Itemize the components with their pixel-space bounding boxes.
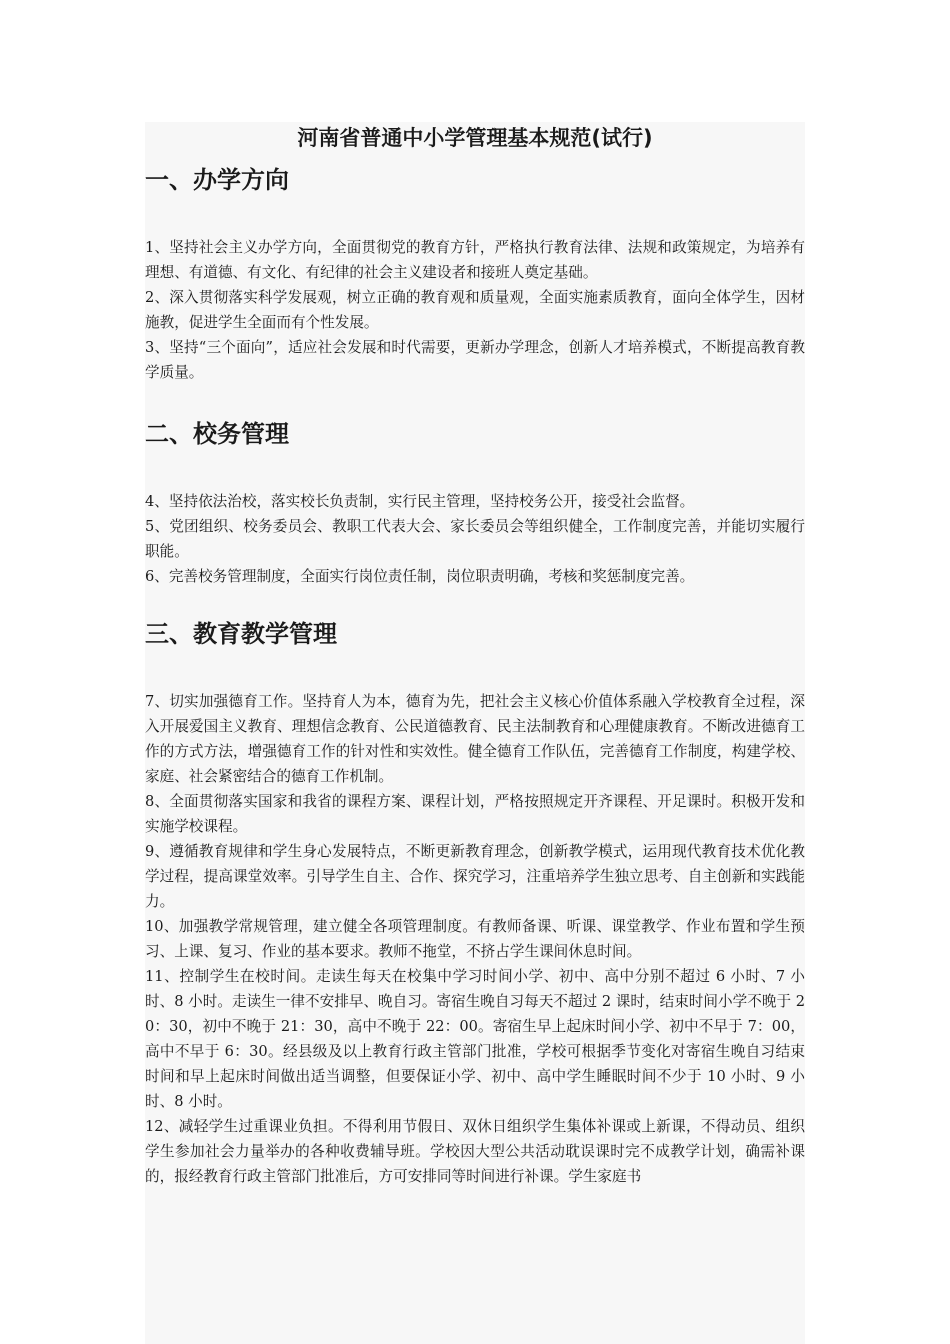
paragraph-8: 8、全面贯彻落实国家和我省的课程方案、课程计划，严格按照规定开齐课程、开足课时。积极开发和实施学校课程。 [145, 793, 805, 835]
paragraph-11: 11、控制学生在校时间。走读生每天在校集中学习时间小学、初中、高中分别不超过 6 小时、7 小时、8 小时。走读生一律不安排早、晚自习。寄宿生晚自习每天不超过 2 课时，结束时间小学不晚于 20：30，初中不晚于 21：30，高中不晚于 22：00。寄宿生早上起床时间小学、初中不早于 7：00，高中不早于 6：30。经县级及以上教育行政主管部门批准，学校可根据季节变化对寄宿生晚自习结束时间和早上起床时间做出适当调整，但要保证小学、初中、高中学生睡眠时间不少于 10 小时、9 小时、8 小时。 [145, 968, 805, 1110]
section-heading-direction: 一、办学方向 [145, 166, 289, 194]
paragraph-7: 7、切实加强德育工作。坚持育人为本，德育为先，把社会主义核心价值体系融入学校教育全过程，深入开展爱国主义教育、理想信念教育、公民道德教育、民主法制教育和心理健康教育。不断改进德育工作的方式方法，增强德育工作的针对性和实效性。健全德育工作队伍，完善德育工作制度，构建学校、家庭、社会紧密结合的德育工作机制。 [145, 693, 805, 785]
document-title: 河南省普通中小学管理基本规范(试行) [297, 126, 653, 150]
paragraph-5: 5、党团组织、校务委员会、教职工代表大会、家长委员会等组织健全，工作制度完善，并能切实履行职能。 [145, 518, 805, 560]
paragraph-4: 4、坚持依法治校，落实校长负责制，实行民主管理，坚持校务公开，接受社会监督。 [145, 493, 695, 510]
document-page [145, 122, 805, 1344]
paragraph-10: 10、加强教学常规管理，建立健全各项管理制度。有教师备课、听课、课堂教学、作业布置和学生预习、上课、复习、作业的基本要求。教师不拖堂，不挤占学生课间休息时间。 [145, 918, 805, 960]
section-heading-school-affairs: 二、校务管理 [145, 420, 289, 448]
section-body-direction [145, 235, 805, 385]
section-heading-teaching: 三、教育教学管理 [145, 620, 337, 648]
paragraph-6: 6、完善校务管理制度，全面实行岗位责任制，岗位职责明确，考核和奖惩制度完善。 [145, 568, 695, 585]
paragraph-9: 9、遵循教育规律和学生身心发展特点，不断更新教育理念，创新教学模式，运用现代教育技术优化教学过程，提高课堂效率。引导学生自主、合作、探究学习，注重培养学生独立思考、自主创新和实践能力。 [145, 843, 805, 910]
paragraph-2: 2、深入贯彻落实科学发展观，树立正确的教育观和质量观，全面实施素质教育，面向全体学生，因材施教，促进学生全面而有个性发展。 [145, 289, 805, 331]
paragraph-1: 1、坚持社会主义办学方向，全面贯彻党的教育方针，严格执行教育法律、法规和政策规定，为培养有理想、有道德、有文化、有纪律的社会主义建设者和接班人奠定基础。 [145, 239, 805, 281]
paragraph-12: 12、减轻学生过重课业负担。不得利用节假日、双休日组织学生集体补课或上新课，不得动员、组织学生参加社会力量举办的各种收费辅导班。学校因大型公共活动耽误课时完不成教学计划，确需补课的，报经教育行政主管部门批准后，方可安排同等时间进行补课。学生家庭书 [145, 1118, 805, 1185]
section-body-school-affairs [145, 489, 805, 589]
paragraph-3: 3、坚持“三个面向”，适应社会发展和时代需要，更新办学理念，创新人才培养模式，不断提高教育教学质量。 [145, 339, 805, 381]
section-body-teaching [145, 689, 805, 1189]
